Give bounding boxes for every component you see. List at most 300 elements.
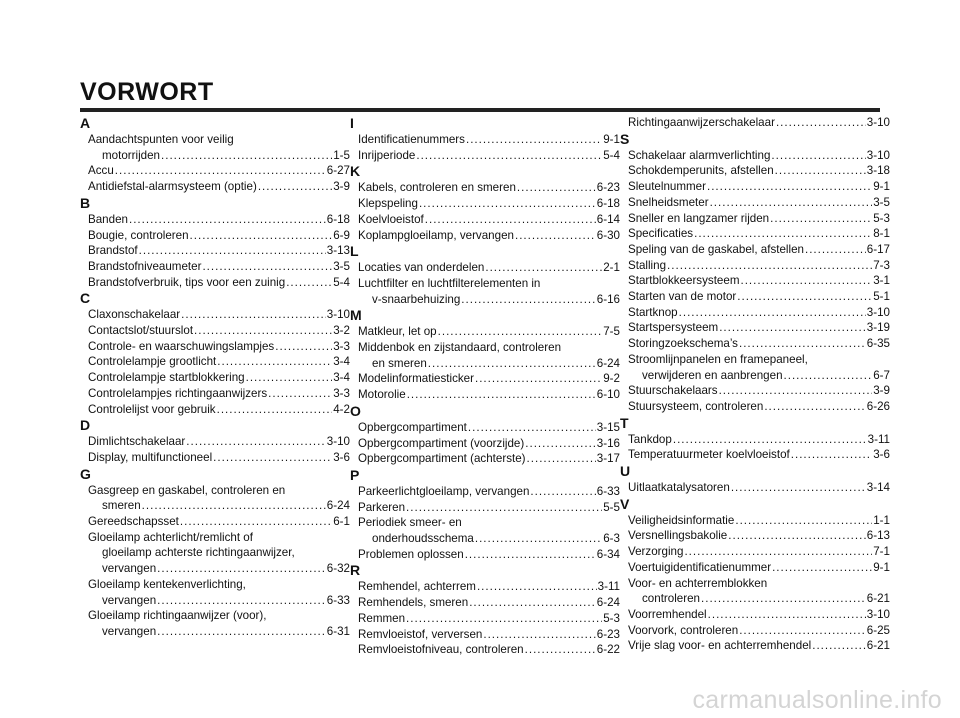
entry-text: Startblokkeersysteem xyxy=(628,274,740,288)
entry-page: 6-13 xyxy=(866,529,890,543)
entry-text: Brandstof xyxy=(88,244,138,258)
index-entry xyxy=(350,642,620,658)
entry-text: Storingzoekschema’s xyxy=(628,337,738,351)
entry-text: Controlelampjes richtingaanwijzers xyxy=(88,386,268,400)
dot-leader xyxy=(246,370,333,386)
entry-page: 6-34 xyxy=(596,547,620,561)
entry-line xyxy=(80,148,350,164)
entry-text: Parkeerlichtgloeilamp, vervangen xyxy=(358,484,530,498)
dot-leader xyxy=(517,180,596,196)
dot-leader xyxy=(419,196,596,212)
index-entry xyxy=(80,434,350,450)
entry-page: 3-13 xyxy=(326,244,350,258)
watermark: carmanualsonline.info xyxy=(692,686,942,714)
index-entry xyxy=(350,180,620,196)
entry-line xyxy=(350,276,620,292)
entry-page: 6-33 xyxy=(326,593,350,607)
entry-text: Dimlichtschakelaar xyxy=(88,435,186,449)
entry-text: Remvloeistof, verversen xyxy=(358,627,483,641)
entry-text: Remhendels, smeren xyxy=(358,596,469,610)
entry-page: 1-5 xyxy=(333,148,350,162)
index-entry xyxy=(350,276,620,307)
index-entry xyxy=(620,179,890,195)
entry-line xyxy=(620,591,890,607)
section-letter: M xyxy=(350,307,362,324)
entry-page: 6-24 xyxy=(596,596,620,610)
entry-text: Claxonschakelaar xyxy=(88,308,181,322)
entry-page: 3-6 xyxy=(873,448,890,462)
entry-page: 3-4 xyxy=(333,355,350,369)
entry-line xyxy=(80,434,350,450)
entry-page: 3-17 xyxy=(596,452,620,466)
entry-page: 7-5 xyxy=(603,325,620,339)
section-letter: L xyxy=(350,243,359,260)
entry-line xyxy=(80,624,350,640)
entry-page: 5-4 xyxy=(603,148,620,162)
entry-page: 6-1 xyxy=(333,515,350,529)
entry-text: vervangen xyxy=(102,562,157,576)
index-section xyxy=(350,403,620,467)
entry-text: Middenbok en zijstandaard, controleren xyxy=(358,341,562,355)
entry-line xyxy=(80,163,350,179)
entry-text: Periodiek smeer- en xyxy=(358,516,462,530)
index-section xyxy=(350,467,620,563)
entry-line xyxy=(350,642,620,658)
entry-line xyxy=(350,292,620,308)
entry-line xyxy=(350,228,620,244)
index-entry xyxy=(80,354,350,370)
index-entry xyxy=(350,260,620,276)
entry-text: Bougie, controleren xyxy=(88,228,189,242)
index-section xyxy=(620,415,890,463)
index-section xyxy=(80,115,350,195)
dot-leader xyxy=(791,447,872,463)
entry-line xyxy=(80,530,350,546)
entry-text: Controlelampje grootlicht xyxy=(88,355,217,369)
entry-text: Speling van de gaskabel, afstellen xyxy=(628,242,804,256)
section-letter: A xyxy=(80,115,91,131)
entry-page: 3-10 xyxy=(326,435,350,449)
entry-text: Tankdop xyxy=(628,432,672,446)
entry-line xyxy=(620,226,890,242)
entry-page: 6-18 xyxy=(326,212,350,226)
entry-page: 6-21 xyxy=(866,639,890,653)
entry-line xyxy=(620,305,890,321)
entry-line xyxy=(80,402,350,418)
dot-leader xyxy=(157,593,326,609)
entry-text: Starten van de motor xyxy=(628,290,737,304)
entry-page: 3-11 xyxy=(867,432,890,446)
dot-leader xyxy=(213,450,332,466)
dot-leader xyxy=(775,163,866,179)
index-entry xyxy=(350,451,620,467)
entry-line xyxy=(350,324,620,340)
entry-page: 6-23 xyxy=(596,627,620,641)
entry-page: 6-25 xyxy=(866,623,890,637)
index-entry xyxy=(620,607,890,623)
entry-line xyxy=(620,399,890,415)
dot-leader xyxy=(286,275,332,291)
entry-text: Problemen oplossen xyxy=(358,547,464,561)
dot-leader xyxy=(485,260,602,276)
entry-line xyxy=(620,368,890,384)
entry-page: 3-10 xyxy=(866,148,890,162)
index-entry xyxy=(350,148,620,164)
index-entry xyxy=(350,324,620,340)
entry-page: 9-1 xyxy=(873,560,890,574)
index-section xyxy=(620,496,890,654)
entry-line xyxy=(620,258,890,274)
dot-leader xyxy=(180,514,332,530)
dot-leader xyxy=(139,243,326,259)
section-letter: C xyxy=(80,290,91,307)
index-section xyxy=(350,243,620,307)
entry-text: Stuurschakelaars xyxy=(628,384,718,398)
entry-text: Temperatuurmeter koelvloeistof xyxy=(628,448,790,462)
entry-page: 3-6 xyxy=(333,450,350,464)
index-entry xyxy=(80,386,350,402)
dot-leader xyxy=(202,259,332,275)
dot-leader xyxy=(161,148,332,164)
entry-line xyxy=(80,545,350,561)
entry-text: Verzorging xyxy=(628,545,684,559)
dot-leader xyxy=(701,591,866,607)
section-letter: D xyxy=(80,417,91,434)
entry-text: Voorremhendel xyxy=(628,607,707,621)
entry-text: Opbergcompartiment xyxy=(358,420,467,434)
entry-text: Opbergcompartiment (voorzijde) xyxy=(358,436,525,450)
entry-text: Startknop xyxy=(628,305,678,319)
entry-text: Gereedschapsset xyxy=(88,515,179,529)
dot-leader xyxy=(157,561,326,577)
entry-line xyxy=(80,386,350,402)
entry-text: controleren xyxy=(642,592,701,606)
index-entry xyxy=(80,339,350,355)
section-letter: G xyxy=(80,465,91,482)
entry-line xyxy=(620,148,890,164)
index-entry xyxy=(80,514,350,530)
dot-leader xyxy=(731,480,866,496)
entry-line xyxy=(620,560,890,576)
dot-leader xyxy=(475,531,602,547)
entry-line xyxy=(80,212,350,228)
index-entry xyxy=(350,547,620,563)
entry-page: 6-22 xyxy=(596,643,620,657)
entry-line xyxy=(620,447,890,463)
dot-leader xyxy=(740,273,872,289)
entry-line xyxy=(80,307,350,323)
entry-line xyxy=(620,544,890,560)
index-entry xyxy=(350,595,620,611)
dot-leader xyxy=(784,368,873,384)
index-section xyxy=(350,307,620,403)
index-section xyxy=(620,115,890,131)
entry-line xyxy=(620,115,890,131)
index-section xyxy=(80,290,350,417)
dot-leader xyxy=(719,320,866,336)
entry-page: 3-10 xyxy=(326,308,350,322)
entry-text: Identificatienummers xyxy=(358,133,465,146)
entry-page: 3-9 xyxy=(873,384,890,398)
entry-page: 6-7 xyxy=(873,368,890,382)
entry-line xyxy=(350,212,620,228)
index-entry xyxy=(620,148,890,164)
dot-leader xyxy=(428,356,596,372)
index-section xyxy=(350,562,620,658)
index-section xyxy=(80,466,350,640)
entry-text: Richtingaanwijzerschakelaar xyxy=(628,116,775,129)
dot-leader xyxy=(425,212,596,228)
entry-line xyxy=(350,387,620,403)
dot-leader xyxy=(739,623,866,639)
entry-page: 3-2 xyxy=(333,324,350,338)
entry-line xyxy=(350,547,620,563)
entry-text: Klepspeling xyxy=(358,197,418,211)
entry-line xyxy=(620,513,890,529)
entry-text: Opbergcompartiment (achterste) xyxy=(358,452,526,466)
entry-text: Controle- en waarschuwingslampjes xyxy=(88,339,275,353)
entry-text: Snelheidsmeter xyxy=(628,195,709,209)
entry-page: 6-16 xyxy=(596,292,620,306)
index-column-2 xyxy=(350,115,620,658)
dot-leader xyxy=(190,228,333,244)
title-rule xyxy=(80,108,880,112)
entry-page: 3-4 xyxy=(333,371,350,385)
dot-leader xyxy=(217,354,332,370)
entry-text: Sneller en langzamer rijden xyxy=(628,211,770,225)
entry-text: Accu xyxy=(88,164,114,178)
dot-leader xyxy=(525,642,596,658)
entry-text: Remmen xyxy=(358,611,406,625)
entry-page: 2-1 xyxy=(603,261,620,275)
entry-page: 6-9 xyxy=(333,228,350,242)
entry-page: 3-10 xyxy=(866,116,890,129)
index-section xyxy=(350,115,620,163)
index-entry xyxy=(350,196,620,212)
entry-text: gloeilamp achterste richtingaanwijzer, xyxy=(102,546,295,560)
entry-text: Aandachtspunten voor veilig xyxy=(88,133,234,146)
index-entry xyxy=(350,436,620,452)
index-entry xyxy=(620,623,890,639)
entry-line xyxy=(80,498,350,514)
dot-leader xyxy=(115,163,326,179)
entry-page: 9-1 xyxy=(603,133,620,146)
entry-text: Contactslot/stuurslot xyxy=(88,324,194,338)
entry-text: Remvloeistofniveau, controleren xyxy=(358,643,524,657)
entry-text: Stalling xyxy=(628,258,667,272)
index-entry xyxy=(80,307,350,323)
index-entry xyxy=(350,420,620,436)
dot-leader xyxy=(707,179,872,195)
entry-line xyxy=(620,352,890,368)
entry-page: 3-16 xyxy=(596,436,620,450)
entry-text: Koplampgloeilamp, vervangen xyxy=(358,228,514,242)
index-entry xyxy=(350,579,620,595)
entry-page: 3-9 xyxy=(333,180,350,194)
dot-leader xyxy=(186,434,325,450)
dot-leader xyxy=(406,500,602,516)
entry-text: Veiligheidsinformatie xyxy=(628,513,735,527)
entry-page: 5-3 xyxy=(603,611,620,625)
entry-text: Koelvloeistof xyxy=(358,212,424,226)
entry-text: Modelinformatiesticker xyxy=(358,372,474,386)
dot-leader xyxy=(469,595,596,611)
index-entry xyxy=(620,305,890,321)
entry-page: 6-14 xyxy=(596,212,620,226)
entry-page: 7-3 xyxy=(873,258,890,272)
dot-leader xyxy=(194,323,332,339)
entry-line xyxy=(350,196,620,212)
index-entry xyxy=(620,211,890,227)
dot-leader xyxy=(416,148,602,164)
index-entry xyxy=(350,611,620,627)
dot-leader xyxy=(142,498,326,514)
dot-leader xyxy=(708,607,866,623)
entry-text: Gloeilamp achterlicht/remlicht of xyxy=(88,530,253,544)
entry-line xyxy=(350,436,620,452)
entry-page: 3-3 xyxy=(333,386,350,400)
entry-line xyxy=(620,623,890,639)
entry-line xyxy=(620,273,890,289)
entry-line xyxy=(350,627,620,643)
index-entry xyxy=(620,399,890,415)
entry-text: Controlelampje startblokkering xyxy=(88,371,245,385)
entry-line xyxy=(620,320,890,336)
entry-line xyxy=(80,275,350,291)
entry-text: Motorolie xyxy=(358,388,406,402)
entry-page: 1-1 xyxy=(873,513,890,527)
entry-text: Matkleur, let op xyxy=(358,325,437,339)
entry-text: en smeren xyxy=(372,356,427,370)
section-letter: I xyxy=(350,115,354,131)
entry-page: 6-24 xyxy=(596,356,620,370)
dot-leader xyxy=(739,336,866,352)
dot-leader xyxy=(407,387,596,403)
index-entry xyxy=(80,259,350,275)
entry-line xyxy=(80,514,350,530)
entry-page: 9-1 xyxy=(873,180,890,194)
index-section xyxy=(80,417,350,465)
entry-text: Uitlaatkatalysatoren xyxy=(628,481,730,495)
section-letter: O xyxy=(350,402,361,419)
index-entry xyxy=(80,577,350,608)
entry-line xyxy=(620,638,890,654)
entry-text: Voor- en achterremblokken xyxy=(628,576,768,590)
entry-line xyxy=(620,528,890,544)
entry-line xyxy=(350,579,620,595)
dot-leader xyxy=(181,307,326,323)
index-entry xyxy=(80,402,350,418)
index-entry xyxy=(80,212,350,228)
dot-leader xyxy=(461,292,595,308)
entry-text: smeren xyxy=(102,499,141,513)
entry-page: 6-17 xyxy=(866,242,890,256)
entry-line xyxy=(80,483,350,499)
entry-line xyxy=(620,432,890,448)
index-entry xyxy=(80,243,350,259)
section-letter: S xyxy=(620,130,630,147)
entry-text: Stroomlijnpanelen en framepaneel, xyxy=(628,352,808,366)
entry-line xyxy=(350,484,620,500)
dot-leader xyxy=(710,195,873,211)
entry-page: 6-31 xyxy=(326,624,350,638)
entry-page: 6-33 xyxy=(596,484,620,498)
dot-leader xyxy=(406,611,602,627)
entry-page: 3-3 xyxy=(333,339,350,353)
index-entry xyxy=(350,212,620,228)
index-entry xyxy=(620,480,890,496)
index-entry xyxy=(350,627,620,643)
entry-page: 5-5 xyxy=(603,500,620,514)
entry-text: Gloeilamp richtingaanwijzer (voor), xyxy=(88,609,267,623)
section-letter: P xyxy=(350,466,360,483)
entry-page: 8-1 xyxy=(873,227,890,241)
index-entry xyxy=(350,387,620,403)
entry-page: 3-1 xyxy=(873,274,890,288)
entry-line xyxy=(350,420,620,436)
index-entry xyxy=(620,320,890,336)
index-entry xyxy=(620,352,890,383)
entry-line xyxy=(80,450,350,466)
index-entry xyxy=(620,258,890,274)
index-column-1 xyxy=(80,115,350,640)
index-entry xyxy=(80,608,350,639)
index-entry xyxy=(620,273,890,289)
dot-leader xyxy=(770,211,872,227)
entry-line xyxy=(80,339,350,355)
dot-leader xyxy=(679,305,866,321)
entry-line xyxy=(620,383,890,399)
index-entry xyxy=(620,289,890,305)
section-letter: T xyxy=(620,414,629,431)
entry-line xyxy=(80,259,350,275)
entry-line xyxy=(620,211,890,227)
entry-page: 3-18 xyxy=(866,164,890,178)
entry-page: 3-11 xyxy=(597,580,620,594)
entry-text: Inrijperiode xyxy=(358,148,416,162)
entry-text: vervangen xyxy=(102,624,157,638)
entry-text: Vrije slag voor- en achterremhendel xyxy=(628,639,812,653)
entry-page: 5-1 xyxy=(873,290,890,304)
entry-line xyxy=(620,163,890,179)
page-title: VORWORT xyxy=(80,78,214,106)
dot-leader xyxy=(129,212,326,228)
index-section xyxy=(80,195,350,291)
entry-text: onderhoudsschema xyxy=(372,532,474,546)
index-column-3 xyxy=(620,115,890,654)
dot-leader xyxy=(465,547,596,563)
entry-page: 3-15 xyxy=(596,420,620,434)
entry-page: 6-18 xyxy=(596,197,620,211)
index-entry xyxy=(620,195,890,211)
index-entry xyxy=(620,115,890,131)
dot-leader xyxy=(673,432,867,448)
entry-page: 9-2 xyxy=(603,372,620,386)
index-entry xyxy=(350,371,620,387)
entry-page: 6-30 xyxy=(596,228,620,242)
entry-text: Stuursysteem, controleren xyxy=(628,399,764,413)
dot-leader xyxy=(217,402,333,418)
entry-text: Brandstofniveaumeter xyxy=(88,259,202,273)
entry-page: 7-1 xyxy=(873,545,890,559)
index-entry xyxy=(80,530,350,577)
index-entry xyxy=(80,370,350,386)
index-entry xyxy=(350,340,620,371)
section-letter: U xyxy=(620,463,631,480)
dot-leader xyxy=(772,560,872,576)
section-letter: B xyxy=(80,194,91,211)
entry-line xyxy=(620,336,890,352)
